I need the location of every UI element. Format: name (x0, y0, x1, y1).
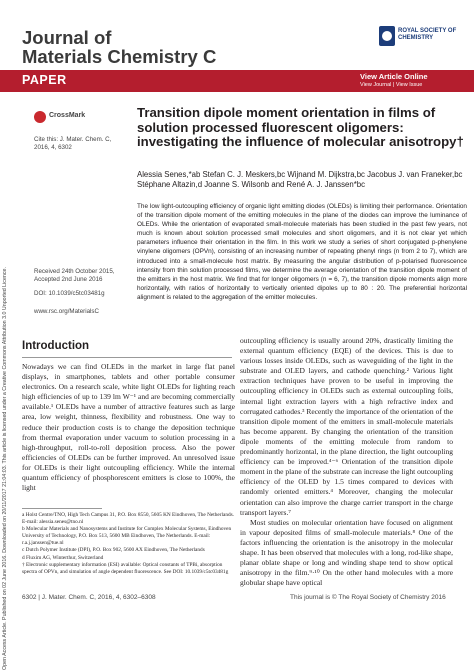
intro-right-column (240, 336, 453, 588)
article-authors: Alessia Senes,*ab Stefan C. J. Meskers,bc Wijnand M. Dijkstra,bc Jacobus J. van Franeker,bc Stéphane Altazin,d Joanne S. Wilsonb and René A. J. Janssen*bc (137, 170, 463, 189)
intro-right-paragraph-2: Most studies on molecular orientation have focused on alignment in vapour deposited films of small-molecule materials.⁸ One of the factors influencing the orientation is the anisotropy in the molecular shape. It has been observed that molecules with a long, rod-like shape, planar oblate shape or long and winding shape tend to show optical anisotropy in the film.⁹·¹⁰ On the other hand molecules with a more globular shape have optical (240, 517, 453, 588)
intro-right-paragraph-1: outcoupling efficiency is usually around 20%, drastically limiting the external quantum efficiency (EQE) of the devices. This is due to various losses inside OLEDs, such as waveguiding of the light in the substrate and OLED layers, and cathode quenching.² Various light extraction techniques have proven to be useful in improving the outcoupling efficiency in OLEDs such as external outcoupling foils, internal light extraction layers with a high refractive index and corrugated cathodes.³ Recently the importance of the orientation of the transition dipole moment of the emitters in small-molecule materials has become apparent. By changing the orientation of the transition dipole moments of the emitting molecule from random to predominantly horizontal, in the plane direction, the light outcoupling efficiency can be improved.⁴⁻⁶ Orientation of the transition dipole moment in the plane of the substrate can increase the light outcoupling efficiency of the OLED by 1.5 times compared to devices with randomly oriented emitters.⁴ Moreover, changing the molecular orientation can also improve the charge carrier transport in the charge transport layers.⁷ (240, 336, 453, 517)
journal-title-line2: Materials Chemistry C (22, 46, 217, 67)
citation: Cite this: J. Mater. Chem. C, 2016, 4, 6302 (34, 136, 112, 151)
crossmark-button[interactable] (34, 110, 94, 124)
rsc-crest-icon (378, 24, 396, 48)
journal-url-link[interactable]: www.rsc.org/MaterialsC (34, 308, 99, 315)
article-abstract: The low light-outcoupling efficiency of organic light emitting diodes (OLEDs) is limiting their performance. Orientation of the transition dipole moment of the emitting molecules in the plane of the diodes can improve the luminance of OLEDs. While the orientation of evaporated small-molecule materials has been studied in the past few years, not much is known about solution processed small molecules and short oligomers, and it is not clear yet which parameters influence their orientation in the film. In this work we study a series of short conjugated p-phenylene vinylene oligomers (OPVn), consisting of an increasing number of repeating phenyl rings (n from 2 to 7), which are introduced into a small-molecule host matrix. By measuring the angular distribution of p-polarised fluorescence intensity from thin solution processed films, we determine the average orientation of the transition dipole moment of the emitters in the host matrix. We find that for longer oligomers (n = 6, 7), the transition dipole moments align more horizontally, with ratios of horizontally to vertically oriented dipoles up to 80 : 20. The preferential horizontal alignment is related to the aggregation of the emitter molecules. (137, 203, 467, 301)
intro-left-paragraph: Nowadays we can find OLEDs in the market in large flat panel displays, in smartphones, tablets and other portable consumer electronics. On a research scale, white light OLEDs for lighting reach high efficiencies of up to 139 lm W⁻¹ and are becoming commercially available.¹ OLEDs have a number of attractive features such as large area, low weight, thinness, flexibility and robustness. One way to reduce their production costs is to change the deposition technique from thermal evaporation under vacuum to solution processing in a high-throughput, roll-to-roll deposition process. Also the power efficiencies of OLEDs can be further improved. An unresolved issue for OLEDs is their light outcoupling efficiency. While the internal quantum efficiency of phosphorescent emitters is close to 100%, the light (22, 362, 235, 493)
open-access-side-label: Open Access Article. Published on 02 June 2016. Downloaded on 20/11/2017 21:04:03. This article is licensed under a Creative Commons Attribution 3.0 Unported Licence. (2, 267, 8, 670)
open-access-side-text (2, 110, 18, 670)
intro-left-column (22, 362, 235, 493)
journal-title-line1: Journal of (22, 27, 112, 48)
footer-copyright: This journal is © The Royal Society of Chemistry 2016 (290, 594, 446, 601)
received-dates: Received 24th October 2015, Accepted 2nd June 2016 (34, 268, 115, 283)
intro-divider (22, 357, 232, 358)
view-journal-issue-links[interactable]: View Journal | View Issue (360, 82, 423, 88)
journal-title (22, 28, 282, 66)
footnote-divider (22, 508, 102, 509)
footer-page-citation: 6302 | J. Mater. Chem. C, 2016, 4, 6302–6308 (22, 594, 156, 601)
view-article-online-link[interactable]: View Article Online (360, 72, 428, 81)
intro-heading: Introduction (22, 340, 90, 352)
footnotes: a Holst Centre/TNO, High Tech Campus 31, P.O. Box 8550, 5605 KN Eindhoven, The Netherlands. E-mail: alessia.senes@tno.nl b Molecular Materials and Nanosystems and Institute for Complex Molecular Systems, Eindhoven University of Technology, P.O. Box 513, 5600 MB Eindhoven, The Netherlands. E-mail: r.a.j.janssen@tue.nl c Dutch Polymer Institute (DPI), P.O. Box 902, 5600 AX Eindhoven, The Netherlands d Fluxim AG, Winterthur, Switzerland † Electronic supplementary information (ESI) available: Optical constants of TPBi, absorption spectra of OPVn, and simulation of angle dependent fluorescence. See DOI: 10.1039/c5tc03481g (22, 512, 235, 575)
doi-link[interactable]: DOI: 10.1039/c5tc03481g (34, 290, 105, 297)
article-title: Transition dipole moment orientation in films of solution processed fluorescent oligomers: investigating the influence of molecular anisotropy† (137, 105, 464, 149)
rsc-logo (378, 24, 458, 54)
rsc-logo-text: ROYAL SOCIETY OF CHEMISTRY (398, 28, 457, 41)
paper-label: PAPER (22, 73, 67, 87)
crossmark-icon (34, 111, 46, 123)
crossmark-label: CrossMark (49, 112, 86, 119)
